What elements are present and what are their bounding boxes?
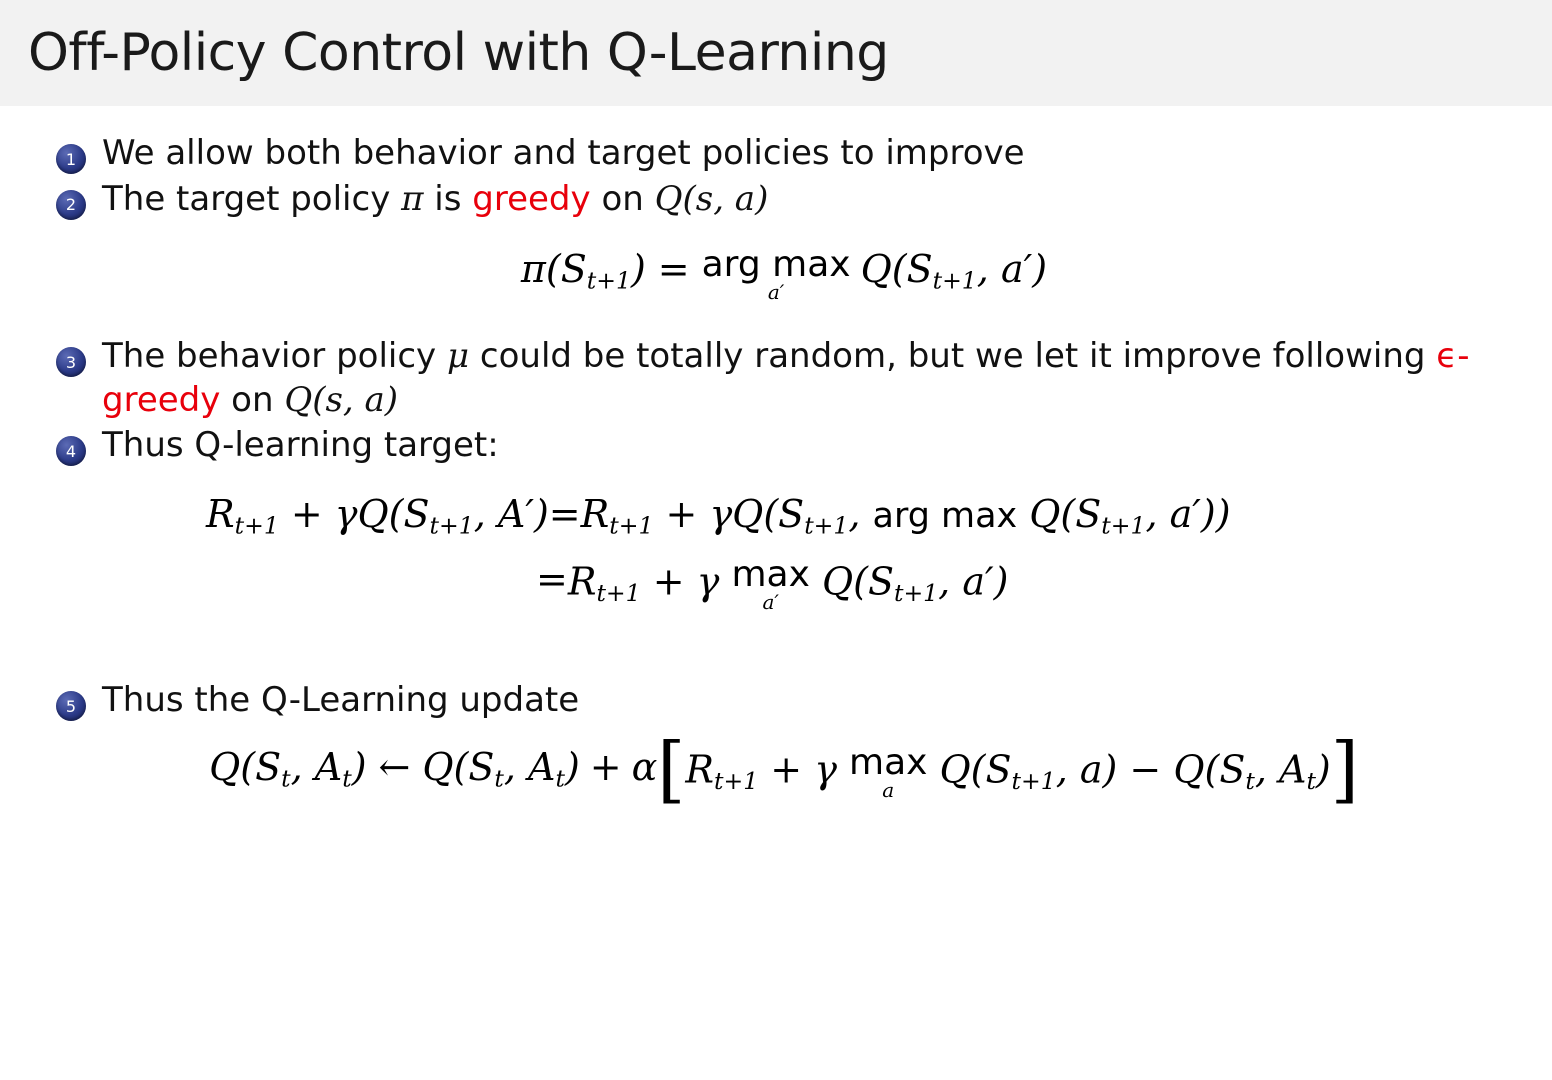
item3-text-post: could be totally random, but we let it improve following xyxy=(469,336,1437,377)
item3-text-end: on xyxy=(220,379,285,420)
bullet-number-icon: 1 xyxy=(56,144,86,174)
eq1-equals: = xyxy=(657,247,690,292)
list-item-text: Thus the Q-Learning update xyxy=(102,680,580,721)
list-item xyxy=(56,679,1512,723)
eq1-argmax-under: a′ xyxy=(767,280,785,305)
item2-text-mid: is xyxy=(423,178,473,219)
eq1-argmax-operator xyxy=(701,244,851,305)
item2-highlight: greedy xyxy=(472,178,591,219)
bullet-number-icon: 3 xyxy=(56,347,86,377)
item3-mu-symbol: μ xyxy=(446,336,470,377)
eq2-equals-1: = xyxy=(548,491,581,536)
eq2-rhs-2: $R_{t+1} + \gamma$ max a′ $Q(S_{t+1}$, a′) xyxy=(567,554,1009,615)
list-item xyxy=(56,178,1512,222)
eq1-lhs: $\pi(S_{t+1})$ xyxy=(520,247,646,295)
eq3-bracket-left: [ xyxy=(657,726,686,811)
eq2-rhs-1: $R_{t+1} + \gamma Q(S_{t+1}$, arg $\max Q(S_{t+1}$, a′)) xyxy=(580,491,1231,540)
list-item xyxy=(56,335,1512,422)
equation-greedy-policy xyxy=(56,244,1512,305)
item3-q-expression: Q(s, a) xyxy=(284,379,399,420)
eq2-max-label: max xyxy=(731,554,810,596)
eq3-bracket-right: ] xyxy=(1330,726,1359,811)
eq2-lhs-empty xyxy=(206,557,536,601)
eq3-alpha: α xyxy=(631,744,658,789)
eq3-plus: + xyxy=(589,744,622,789)
page-title: Off-Policy Control with Q-Learning xyxy=(28,23,889,83)
bullet-number-icon: 5 xyxy=(56,691,86,721)
list-item-text xyxy=(102,335,1492,422)
list-item-text: We allow both behavior and target policies to improve xyxy=(102,133,1025,173)
item2-pi-symbol: π xyxy=(401,178,424,219)
list-item-text xyxy=(102,178,768,222)
eq3-max-operator xyxy=(849,741,928,802)
eq3-max-label: max xyxy=(849,741,928,783)
list-item xyxy=(56,132,1512,176)
equation-target-line-1 xyxy=(206,492,1231,540)
eq1-argmax-label: arg max xyxy=(701,244,851,286)
list-item-text: Thus Q-learning target: xyxy=(102,425,499,466)
eq3-q-term: $Q(S_t$, $A_t$) xyxy=(422,744,580,793)
eq1-rhs-sub: t+1 xyxy=(932,266,977,295)
slide-content xyxy=(0,106,1552,811)
eq3-bracket-content: $R_{t+1} + \gamma$ max a $Q(S_{t+1}$, $a) - Q(S_t$, $A_t$) xyxy=(685,741,1331,802)
item2-q-expression: Q(s, a) xyxy=(654,178,769,219)
bullet-number-icon: 2 xyxy=(56,190,86,220)
eq1-rhs: $Q(S_{t+1}$, a′) xyxy=(860,247,1048,295)
item3-highlight: ϵ-greedy xyxy=(102,336,1470,420)
spacer xyxy=(56,613,1512,679)
equation-q-learning-target xyxy=(56,492,1512,614)
item3-text-pre: The behavior policy xyxy=(102,336,447,377)
slide-title-bar xyxy=(0,0,1552,106)
item2-text-post: on xyxy=(590,178,655,219)
eq2-max-operator xyxy=(731,554,810,615)
bullet-number-icon: 4 xyxy=(56,436,86,466)
eq2-equals-2: = xyxy=(536,557,568,602)
item2-text-pre: The target policy xyxy=(102,178,402,219)
eq1-lhs-sub: t+1 xyxy=(586,266,631,295)
list-item xyxy=(56,424,1512,468)
eq2-lhs: $R_{t+1} + \gamma Q(S_{t+1}$, A′) xyxy=(206,491,549,540)
equation-q-learning-update xyxy=(56,726,1512,811)
eq2-max-under: a′ xyxy=(762,590,779,615)
eq3-lhs: $Q(S_t$, $A_t$) xyxy=(209,744,367,793)
eq3-max-under: a xyxy=(882,777,895,802)
eq3-arrow-icon: ← xyxy=(378,744,411,789)
equation-target-line-2 xyxy=(206,554,1009,615)
